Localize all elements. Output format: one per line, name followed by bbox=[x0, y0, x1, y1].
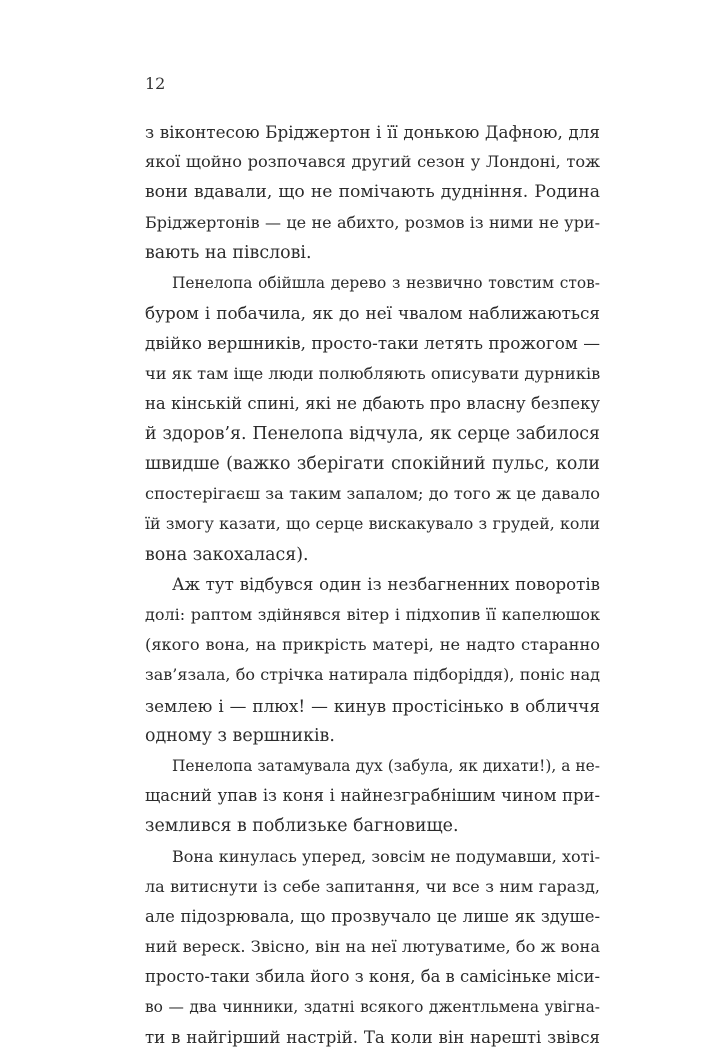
body-text bbox=[145, 117, 600, 1053]
text-line: вають на півслові. bbox=[145, 242, 312, 263]
text-line: з віконтесою Бріджертон і її донькою Дафною, для bbox=[145, 122, 600, 142]
text-line: просто-таки збила його з коня, ба в самісіньке міси- bbox=[145, 967, 600, 987]
text-line: землився в поблизьке багновище. bbox=[145, 816, 459, 837]
text-line: вона закохалася). bbox=[145, 544, 309, 565]
text-line: одному з вершників. bbox=[145, 725, 335, 746]
text-line: во — два чинники, здатні всякого джентльмена увігна- bbox=[145, 998, 600, 1017]
text-line: долі: раптом здійнявся вітер і підхопив її капелюшок bbox=[145, 605, 600, 624]
text-line: ти в найгірший настрій. Та коли він нарешті звівся bbox=[145, 1027, 600, 1047]
text-line: двійко вершників, просто-таки летять прожогом — bbox=[145, 333, 600, 354]
text-line: ла витиснути із себе запитання, чи все з ним гаразд, bbox=[145, 876, 600, 896]
text-line: ний вереск. Звісно, він на неї лютуватиме, бо ж вона bbox=[145, 937, 600, 957]
page-number: 12 bbox=[145, 74, 166, 93]
text-line: Пенелопа затамувала дух (забула, як дихати!), а не- bbox=[172, 756, 600, 775]
text-line: швидше (важко зберігати спокійний пульс, коли bbox=[145, 454, 600, 475]
text-line: землею і — плюх! — кинув простісінько в обличчя bbox=[145, 695, 600, 716]
text-line: Аж тут відбувся один із незбагненних поворотів bbox=[172, 574, 600, 594]
text-line: й здоров’я. Пенелопа відчула, як серце забилося bbox=[145, 423, 600, 444]
text-line: чи як там іще люди полюбляють описувати дурників bbox=[145, 363, 601, 383]
text-line: щасний упав із коня і найнезграбнішим чином при- bbox=[145, 786, 600, 806]
text-line: зав’язала, бо стрічка натирала підборіддя), поніс над bbox=[145, 665, 600, 685]
text-line: Пенелопа обійшла дерево з незвично товстим стов- bbox=[172, 273, 600, 292]
text-line: Бріджертонів — це не абихто, розмов із ними не ури- bbox=[145, 212, 600, 232]
text-line: буром і побачила, як до неї чвалом наближаються bbox=[145, 303, 600, 324]
text-line: якої щойно розпочався другий сезон у Лондоні, тож bbox=[145, 152, 600, 172]
text-line: але підозрювала, що прозвучало це лише як здуше- bbox=[145, 906, 600, 926]
text-line: Вона кинулась уперед, зовсім не подумавши, хоті- bbox=[172, 846, 600, 866]
text-line: (якого вона, на прикрість матері, не надто старанно bbox=[145, 635, 600, 655]
text-line: їй змогу казати, що серце вискакувало з грудей, коли bbox=[145, 514, 600, 534]
text-line: вони вдавали, що не помічають дудніння. Родина bbox=[145, 182, 600, 203]
text-line: спостерігаєш за таким запалом; до того ж це давало bbox=[145, 484, 600, 504]
text-line: на кінській спині, які не дбають про власну безпеку bbox=[145, 393, 600, 413]
